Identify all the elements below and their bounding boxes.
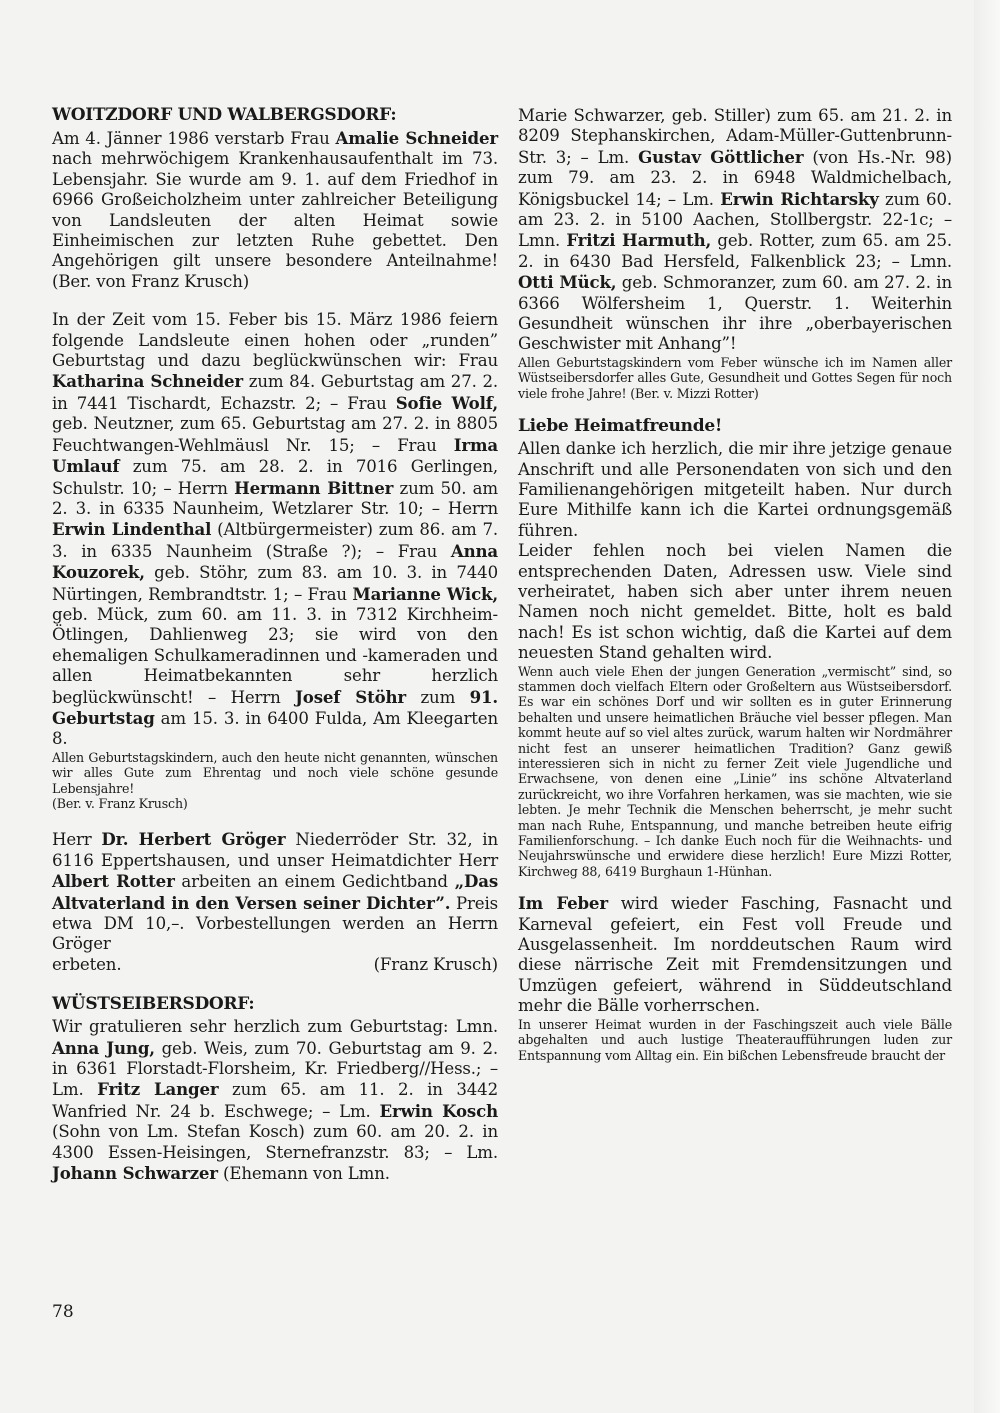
paragraph: Allen danke ich herzlich, die mir ihre jetzige genaue Anschrift und alle Personendaten von sich und den Familienangehörigen mitgeteilt haben. Nur durch Eure Mithilfe kann ich die Kartei ordnungsgemäß führen. — [518, 439, 952, 540]
paragraph: In unserer Heimat wurden in der Faschingszeit auch viele Bälle abgehalten und auch lustige Theateraufführungen luden zur Entspannung vom Alltag ein. Ein bißchen Lebensfreude braucht der — [518, 1016, 952, 1063]
person-name: Erwin Lindenthal — [52, 519, 212, 540]
text: Marie Schwarzer, geb. Stiller) zum 65. am 21. 2. in 8209 Stephanskirchen, Adam-Müller-Guttenbrunn-Str. 3; – Lm. — [518, 106, 952, 167]
person-name: Erwin Kosch — [379, 1100, 498, 1121]
text: (von Hs.-Nr. 98) zum 79. am 23. 2. in 6948 Waldmichelbach, Königsbuckel 14; – Lm. — [518, 147, 952, 209]
person-name: Hermann Bittner — [234, 477, 394, 498]
section-birthdays — [52, 310, 498, 811]
book-title: „Das Altvaterland in den Versen seiner Dichter”. — [52, 871, 499, 913]
text: geb. Schmoranzer, zum 60. am 27. 2. in 6366 Wölfersheim 1, Querstr. 1. Weiterhin Gesundheit wünschen ihr ihre „oberbayerischen Geschwister mit Anhang”! — [518, 273, 952, 354]
section-heading: WOITZDORF UND WALBERGSDORF: — [52, 105, 397, 125]
person-name: Johann Schwarzer — [52, 1163, 218, 1184]
section-heading: Liebe Heimatfreunde! — [518, 416, 723, 437]
paragraph — [518, 893, 952, 1016]
person-name: Albert Rotter — [52, 871, 175, 892]
text: geb. Weis, zum 70. Geburtstag am 9. 2. in 6361 Florstadt-Florsheim, Kr. Friedberg//Hess.; – Lm. — [52, 1038, 498, 1100]
birthday-paragraph — [52, 1017, 498, 1184]
text: Am 4. Jänner 1986 verstarb Frau — [52, 129, 336, 148]
highlight: 91. Geburtstag — [52, 686, 499, 728]
person-name: Amalie Schneider — [335, 128, 498, 148]
text: geb. Rotter, zum 65. am 25. 2. in 6430 Bad Hersfeld, Falkenblick 23; – Lmn. — [518, 231, 953, 271]
person-name: Fritzi Harmuth, — [566, 230, 712, 251]
text: (Ehemann von Lmn. — [217, 1164, 390, 1184]
lead-in: Im Feber — [518, 893, 608, 914]
text: Niederröder Str. 32, in 6116 Eppertshausen, und unser Heimatdichter Herr — [52, 830, 499, 870]
person-name: Fritz Langer — [97, 1079, 219, 1100]
text: zum 84. Geburtstag am 27. 2. in 7441 Tischardt, Echazstr. 2; – Frau — [52, 372, 498, 413]
obituary-paragraph — [52, 128, 498, 292]
section-gedichtband — [52, 829, 498, 975]
text: zum 50. am 2. 3. in 6335 Naunheim, Wetzlarer Str. 10; – Herrn — [52, 478, 498, 518]
text: geb. Neutzner, zum 65. Geburtstag am 27. 2. in 8805 Feuchtwangen-Wehlmäusl Nr. 15; – Frau — [52, 414, 498, 455]
text: Preis etwa DM 10,–. Vorbestellungen werden an Herrn Gröger — [52, 893, 498, 954]
section-heading: WÜSTSEIBERSDORF: — [52, 994, 255, 1015]
signature: (Franz Krusch) — [373, 954, 498, 974]
page-number: 78 — [52, 1302, 74, 1322]
person-name: Erwin Richtarsky — [720, 188, 879, 209]
text: (Sohn von Lm. Stefan Kosch) zum 60. am 20. 2. in 4300 Essen-Heisingen, Sternefranzstr. 83; – Lm. — [52, 1122, 498, 1162]
signature: (Ber. v. Franz Krusch) — [52, 796, 188, 811]
spacer — [52, 811, 498, 829]
person-name: Sofie Wolf, — [395, 392, 498, 413]
text: erbeten. — [52, 954, 122, 974]
person-name: Anna Kouzorek, — [52, 540, 498, 583]
text: zum 75. am 28. 2. in 7016 Gerlingen, Schulstr. 10; – Herrn — [52, 457, 498, 498]
section-wuestseibersdorf-cont — [518, 106, 952, 401]
spacer — [52, 292, 498, 310]
birthday-paragraph — [518, 106, 952, 355]
section-wuestseibersdorf — [52, 993, 498, 1184]
birthday-paragraph — [52, 310, 498, 750]
wishes-note: Allen Geburtstagskindern, auch den heute nicht genannten, wünschen wir alles Gute zum Ehrentag und noch viele schöne gesunde Lebensjahre! — [52, 749, 498, 796]
person-name: Katharina Schneider — [52, 371, 244, 392]
section-woitzdorf — [52, 104, 498, 292]
left-column — [52, 104, 498, 1185]
signature-line — [52, 955, 498, 975]
section-fasching — [518, 893, 952, 1063]
person-name: Marianne Wick, — [352, 583, 499, 604]
text: Wir gratulieren sehr herzlich zum Geburtstag: Lmn. — [52, 1017, 498, 1037]
person-name: Anna Jung, — [52, 1037, 155, 1058]
announcement-paragraph — [52, 829, 498, 954]
section-liebe-heimatfreunde — [518, 415, 952, 879]
paragraph: Leider fehlen noch bei vielen Namen die entsprechenden Daten, Adressen usw. Viele sind verheiratet, haben sich aber unter ihrem neuen Namen noch nicht gemeldet. Bitte, holt es bald nach! Es ist schon wichtig, daß die Kartei auf dem neuesten Stand gehalten wird. — [518, 541, 952, 663]
spacer — [518, 401, 952, 415]
text: geb. Mück, zum 60. am 11. 3. in 7312 Kirchheim-Ötlingen, Dahlienweg 23; sie wird von den ehemaligen Schulkameradinnen und -kameraden und allen Heimatbekannten sehr herzlich beglückwünscht! – Herrn — [52, 604, 498, 707]
person-name: Otti Mück, — [518, 272, 617, 293]
person-name: Gustav Göttlicher — [638, 146, 804, 167]
spacer — [518, 879, 952, 893]
text: (Altbürgermeister) zum 86. am 7. 3. in 6335 Naunheim (Straße ?); – Frau — [52, 520, 498, 561]
person-name: Josef Stöhr — [295, 686, 407, 707]
text: zum — [406, 687, 470, 707]
text: am 15. 3. in 6400 Fulda, Am Kleegarten 8. — [52, 708, 498, 749]
spacer — [52, 975, 498, 993]
text: zum 60. am 23. 2. in 5100 Aachen, Stollbergstr. 22-1c; – Lmn. — [518, 189, 953, 251]
page-edge-shadow — [974, 0, 1000, 1413]
text: geb. Stöhr, zum 83. am 10. 3. in 7440 Nürtingen, Rembrandtstr. 1; – Frau — [52, 563, 498, 604]
letter-paragraph: Wenn auch viele Ehen der jungen Generation „vermischt” sind, so stammen doch vielfach Eltern oder Großeltern aus Wüstseibersdorf. Es war ein schönes Dorf und wir sollten es in guter Erinnerung behalten und unsere heimatlichen Bräuche viel besser pflegen. Man kommt heute auf so viel altes zurück, warum halten wir Nordmährer nicht fest an unserer heimatlichen Tradition? Ganz gewiß interessieren sich in nicht zu ferner Zeit viele Jugendliche und Erwachsene, von denen eine „Linie” ins schöne Altvaterland zurückreicht, wo ihre Vorfahren herkamen, was sie machten, wie sie lebten. Je mehr Technik die Menschen beherrscht, je mehr sucht man nach Ruhe, Entspannung, und manche betreiben heute eifrig Familienforschung. – Ich danke Euch noch für die Weihnachts- und Neujahrswünsche und erwidere diese herzlich! Eure Mizzi Rotter, Kirchweg 88, 6419 Burghaun 1-Hünhan. — [518, 663, 952, 879]
text: Herr — [52, 830, 102, 850]
text: wird wieder Fasching, Fasnacht und Karneval gefeiert, ein Fest voll Freude und Ausgelassenheit. Im norddeutschen Raum wird diese närrische Zeit mit Fremdensitzungen und Umzügen gefeiert, während in Süddeutschland mehr die Bälle vorherrschen. — [518, 894, 952, 1016]
text: nach mehrwöchigem Krankenhausaufenthalt im 73. Lebensjahr. Sie wurde am 9. 1. auf dem Friedhof in 6966 Großeicholzheim unter zahlreicher Beteiligung von Landsleuten der alten Heimat sowie Einheimischen zur letzten Ruhe gebettet. Den Angehörigen gilt unsere besondere Anteilnahme! (Ber. von Franz Krusch) — [52, 149, 498, 291]
wishes-note: Allen Geburtstagskindern vom Feber wünsche ich im Namen aller Wüstseibersdorfer alles Gute, Gesundheit und Gottes Segen für noch viele frohe Jahre! (Ber. v. Mizzi Rotter) — [518, 354, 952, 401]
right-column — [518, 106, 952, 1063]
text: arbeiten an einem Gedichtband — [174, 872, 455, 892]
person-name: Irma Umlauf — [52, 434, 498, 477]
text: In der Zeit vom 15. Feber bis 15. März 1986 feiern folgende Landsleute einen hohen oder „runden” Geburtstag und dazu beglückwünschen wir: Frau — [52, 310, 498, 371]
text: zum 65. am 11. 2. in 3442 Wanfried Nr. 24 b. Eschwege; – Lm. — [52, 1080, 498, 1121]
person-name: Dr. Herbert Gröger — [101, 829, 286, 850]
